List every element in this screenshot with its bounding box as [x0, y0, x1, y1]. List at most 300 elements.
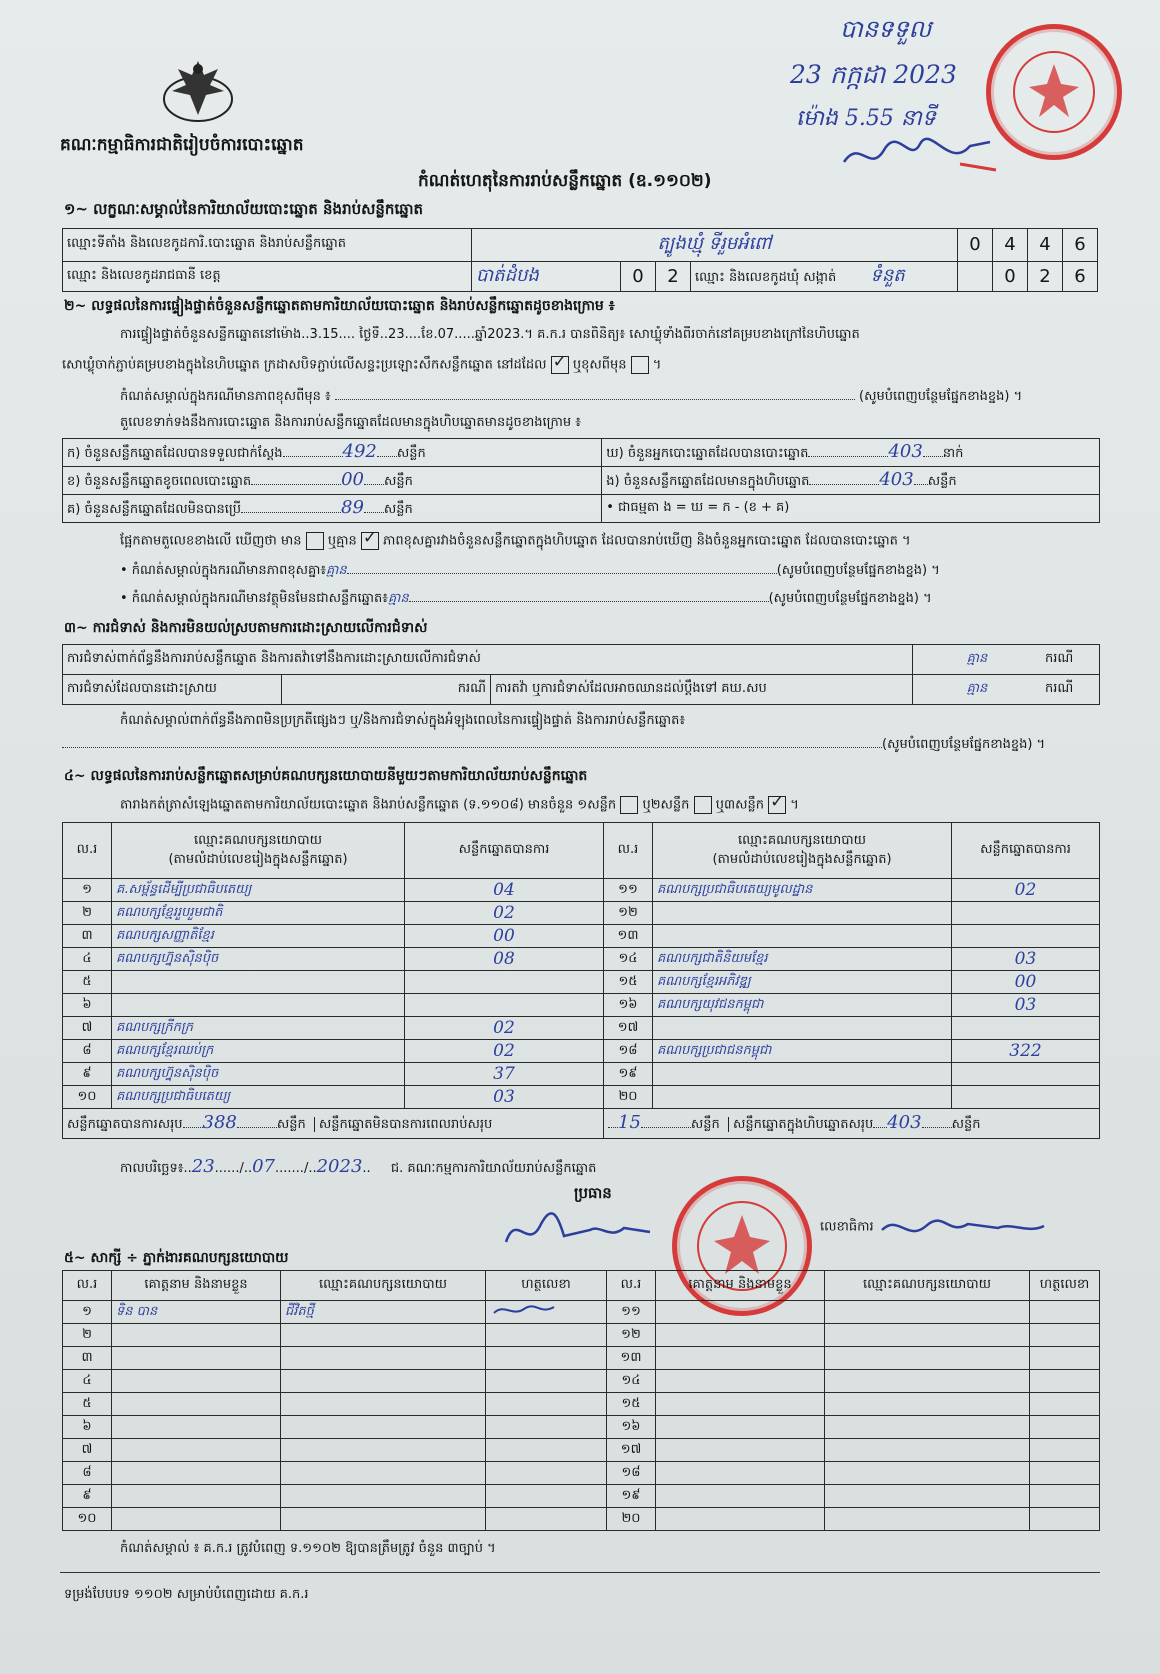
bullet1-hint: (សូមបំពេញបន្ថែមផ្នែកខាងខ្នង) ។: [776, 563, 940, 578]
dots: [873, 1127, 887, 1128]
has-difference-checkbox[interactable]: [306, 532, 324, 550]
footer-rule: [60, 1572, 1100, 1573]
row-no: ៤: [63, 1370, 112, 1393]
witness-signature: [1030, 1416, 1100, 1439]
witness-signature: [1030, 1324, 1100, 1347]
row-no: ២: [63, 902, 112, 925]
witness-name: [112, 1324, 281, 1347]
party-votes: 03: [952, 948, 1100, 971]
date-day: 23: [191, 1156, 215, 1177]
witness-name: [656, 1485, 825, 1508]
three-sheet-checkbox[interactable]: [768, 796, 786, 814]
witness-party: [825, 1462, 1030, 1485]
one-sheet-checkbox[interactable]: [620, 796, 638, 814]
official-stamp-top: [986, 24, 1122, 160]
party-name: [653, 902, 952, 925]
row-no: ២០: [607, 1508, 656, 1531]
party-votes: 03: [405, 1086, 604, 1109]
date-line: កាលបរិច្ឆេទ៖..23....../..07......./..2023.. ជ. គណៈកម្មការការិយាល័យរាប់សន្លឹកឆ្នោត: [120, 1156, 597, 1177]
party-votes: 37: [405, 1063, 604, 1086]
commune-value: ទំនួត: [870, 264, 905, 286]
party-votes: [952, 925, 1100, 948]
no-difference-label: ឬគ្មាន: [327, 533, 357, 549]
total-valid: [63, 1109, 604, 1139]
witness-name: [112, 1485, 281, 1508]
unit: នាក់: [942, 446, 964, 461]
footer-note: កំណត់សម្គាល់ ៖ គ.ក.រ ត្រូវបំពេញ ទ.១១០២ ឱ្យបានត្រឹមត្រូវ ចំនួន ៣ច្បាប់ ។: [120, 1541, 496, 1556]
row-no: ១០: [63, 1508, 112, 1531]
bullet1: [120, 562, 1100, 581]
witness-name: [112, 1439, 281, 1462]
row-no: ១៣: [604, 925, 653, 948]
code-digit: 6: [1063, 229, 1098, 262]
witness-name: [112, 1462, 281, 1485]
witness-row: [63, 1462, 1100, 1485]
verify-line1: ការផ្ទៀងផ្ទាត់ចំនួនសន្លឹកឆ្នោតនៅម៉ោង..3.15.... ថ្ងៃទី..23....ខែ.07.....ឆ្នាំ2023.។ គ.ក.រ បានពិនិត្យ៖ សោឃ្លុំទាំងពីរចាក់នៅគម្របខាងក្រៅនៃហិបឆ្នោត: [120, 327, 860, 342]
witness-name: [656, 1370, 825, 1393]
party-name: គ.សម្ព័ន្ធដើម្បីប្រជាធិបតេយ្យ: [112, 879, 405, 902]
col-name: គោត្តនាម និងនាមខ្លួន: [656, 1271, 825, 1301]
witness-name: [112, 1416, 281, 1439]
witness-party: [825, 1416, 1030, 1439]
code-digit: 0: [958, 229, 993, 262]
witness-name: [656, 1416, 825, 1439]
row-no: ១៩: [607, 1485, 656, 1508]
commune-code-digit: 0: [993, 261, 1028, 291]
witness-table: [62, 1270, 1100, 1531]
party-name: [112, 971, 405, 994]
diff-note-hint: (សូមបំពេញបន្ថែមផ្នែកខាងខ្នង) ។: [859, 389, 1023, 404]
nec-emblem-icon: [158, 55, 238, 127]
province-value: បាត់ដំបង: [472, 261, 621, 291]
formula: • ជាធម្មតា ង = ឃ = ក - (ខ + គ): [602, 495, 1100, 523]
verify-line2-text: សោឃ្លុំចាក់ភ្ជាប់គម្របខាងក្នុងនៃហិបឆ្នោត ក្រដាសបិទភ្ជាប់លើសន្ទះប្រឡោះសឹកសន្លឹកឆ្នោត នៅដដែល: [62, 357, 547, 373]
result-row: [63, 925, 1100, 948]
witness-signature: [1030, 1508, 1100, 1531]
secretary: [820, 1212, 1048, 1242]
received-date: 23 កក្កដា 2023: [790, 60, 957, 89]
section5-title: ៥~ សាក្សី ÷ ភ្នាក់ងារគណបក្សនយោបាយ: [64, 1250, 289, 1266]
total-valid-label: សន្លឹកឆ្នោតបានការសរុប: [67, 1117, 183, 1132]
witness-party: [281, 1324, 486, 1347]
diff-note: [120, 388, 1100, 407]
party-name: [112, 994, 405, 1017]
irregularity-line: [62, 736, 1045, 755]
bullet2-value: គ្មាន: [387, 591, 409, 606]
col-signature: ហត្ថលេខា: [1030, 1271, 1100, 1301]
party-name: គណបក្សប្រជាជនកម្ពុជា: [653, 1040, 952, 1063]
on-behalf: ជ. គណៈកម្មការការិយាល័យរាប់សន្លឹកឆ្នោត: [390, 1161, 597, 1176]
section2-title: ២~ លទ្ធផលនៃការផ្ទៀងផ្ទាត់ចំនួនសន្លឹកឆ្នោតតាមការិយាល័យបោះឆ្នោត និងរាប់សន្លឹកឆ្នោតដូចខាងក្រោម ៖: [64, 298, 615, 314]
date-month: 07: [252, 1156, 276, 1177]
row-no: ១៤: [607, 1370, 656, 1393]
nec-logo: [158, 55, 238, 127]
party-votes: [952, 1086, 1100, 1109]
figure-c-value: 89: [341, 497, 364, 518]
chair-signature: [500, 1206, 690, 1256]
appeal-unit: ករណី: [1041, 675, 1100, 705]
party-votes: 02: [405, 902, 604, 925]
row-no: ១៨: [604, 1040, 653, 1063]
witness-signature: [486, 1324, 607, 1347]
witness-row: [63, 1301, 1100, 1324]
row-no: ៦: [63, 994, 112, 1017]
col-name: គោត្តនាម និងនាមខ្លួន: [112, 1271, 281, 1301]
witness-row: [63, 1324, 1100, 1347]
total-invalid-value: 15: [618, 1112, 641, 1133]
dots: [409, 601, 769, 602]
witness-name: [656, 1301, 825, 1324]
row-no: ៨: [63, 1040, 112, 1063]
dots: [608, 1127, 618, 1128]
dots: [808, 456, 888, 457]
witness-signature: [1030, 1462, 1100, 1485]
total-box-value: 403: [887, 1112, 922, 1133]
witness-signature: [1030, 1439, 1100, 1462]
witness-row: [63, 1416, 1100, 1439]
col-no: ល.រ: [604, 823, 653, 879]
witness-party: ជីវិតថ្មី: [281, 1301, 486, 1324]
col-no: ល.រ: [607, 1271, 656, 1301]
witness-party: [825, 1347, 1030, 1370]
witness-signature: [1030, 1370, 1100, 1393]
col-party: ឈ្មោះគណបក្សនយោបាយ: [825, 1271, 1030, 1301]
witness-row: [63, 1393, 1100, 1416]
party-votes: 00: [405, 925, 604, 948]
results-body: [63, 879, 1100, 1109]
no-difference-checkbox[interactable]: [361, 532, 379, 550]
section4-title: ៤~ លទ្ធផលនៃការរាប់សន្លឹកឆ្នោតសម្រាប់គណបក្សនយោបាយនីមួយៗតាមការិយាល័យរាប់សន្លឹកឆ្នោត: [64, 768, 588, 784]
total-box-cell: [728, 1112, 981, 1133]
party-name: [653, 1063, 952, 1086]
witness-party: [281, 1439, 486, 1462]
irregularity-field[interactable]: [62, 747, 882, 748]
objection-table: [62, 644, 1100, 705]
three-sheet-label: ឬ៣សន្លឹក: [715, 797, 764, 813]
unit: សន្លឹក: [383, 502, 413, 517]
unit: សន្លឹក: [927, 474, 957, 489]
stamp-emblem-icon: [991, 29, 1117, 155]
row-no: ១០: [63, 1086, 112, 1109]
row-no: ១៦: [607, 1416, 656, 1439]
witness-signature: [486, 1508, 607, 1531]
tally-sheets-text: តារាងកត់ត្រាសំឡេងឆ្នោតតាមការិយាល័យបោះឆ្នោត និងរាប់សន្លឹកឆ្នោត (ទ.១១០៨) មានចំនួន ១សន្លឹក: [120, 797, 617, 813]
row-no: ២០: [604, 1086, 653, 1109]
party-votes: [952, 1017, 1100, 1040]
dots: [251, 484, 341, 485]
row-no: ៣: [63, 925, 112, 948]
dots: [364, 484, 384, 485]
party-name: គណបក្សជាតិនិយមខ្មែរ: [653, 948, 952, 971]
signature-icon: [840, 134, 1000, 174]
changed-checkbox[interactable]: [631, 356, 649, 374]
figure-b-label: ខ) ចំនួនសន្លឹកឆ្នោតខូចពេលបោះឆ្នោត: [67, 474, 252, 489]
total-valid-value: 388: [202, 1112, 237, 1133]
row-no: ១៩: [604, 1063, 653, 1086]
based-line-rest: ភាពខុសគ្នារវាងចំនួនសន្លឹកឆ្នោតក្នុងហិបឆ្នោត ដែលបានរាប់ឃើញ និងចំនួនអ្នកបោះឆ្នោត ដែលបានបោះឆ្នោត ។: [383, 533, 911, 549]
figures-table: [62, 438, 1100, 523]
party-name: គណបក្សយុវជនកម្ពុជា: [653, 994, 952, 1017]
party-votes: 02: [405, 1040, 604, 1063]
resolved-unit: ករណី: [282, 675, 491, 705]
party-name: គណបក្សប្រជាធិបតេយ្យ: [112, 1086, 405, 1109]
row-no: ១៧: [607, 1439, 656, 1462]
witness-row: [63, 1439, 1100, 1462]
witness-signature: [486, 1439, 607, 1462]
party-votes: 322: [952, 1040, 1100, 1063]
row-no: ១៥: [604, 971, 653, 994]
based-line: [120, 532, 911, 552]
form-title: កំណត់ហេតុនៃការរាប់សន្លឹកឆ្នោត (ឧ.១១០២): [418, 171, 712, 191]
party-name: គណបក្សហ្វ៊ុនស៊ិនប៉ិច: [112, 948, 405, 971]
witness-signature: [1030, 1347, 1100, 1370]
result-row: [63, 994, 1100, 1017]
row-no: ៩: [63, 1063, 112, 1086]
witness-name: [656, 1324, 825, 1347]
row-no: ៣: [63, 1347, 112, 1370]
row-no: ៥: [63, 1393, 112, 1416]
row-no: ៥: [63, 971, 112, 994]
chair-title: ប្រធាន: [574, 1184, 612, 1202]
row-no: ៧: [63, 1017, 112, 1040]
witness-name: [112, 1393, 281, 1416]
figure-d-value: 403: [888, 441, 923, 462]
commune-label: [691, 261, 958, 291]
figure-e: [602, 467, 1100, 495]
row-no: ៧: [63, 1439, 112, 1462]
col-party-sub: (តាមលំដាប់លេខរៀងក្នុងសន្លឹកឆ្នោត): [168, 851, 348, 867]
witness-party: [281, 1508, 486, 1531]
bullet1-value: គ្មាន: [326, 563, 347, 578]
witness-signature: [486, 1416, 607, 1439]
result-row: [63, 902, 1100, 925]
col-party: [112, 823, 405, 879]
section1-table: [62, 228, 1098, 292]
signature-icon: [878, 1212, 1048, 1242]
result-row: [63, 1063, 1100, 1086]
received-signature: [840, 134, 1000, 174]
dots: [377, 456, 397, 457]
commune-code-digit: 6: [1063, 261, 1098, 291]
row-no: ១២: [604, 902, 653, 925]
dots: [809, 484, 879, 485]
row-no: ១: [63, 879, 112, 902]
dots: [347, 573, 777, 574]
result-row: [63, 971, 1100, 994]
col-party-sub: (តាមលំដាប់លេខរៀងក្នុងសន្លឹកឆ្នោត): [712, 851, 892, 867]
dots: [364, 512, 384, 513]
result-row: [63, 1017, 1100, 1040]
objection-unit: ករណី: [1041, 645, 1100, 675]
party-name: គណបក្សប្រជាធិបតេយ្យមូលដ្ឋាន: [653, 879, 952, 902]
province-code-digit: 0: [621, 261, 656, 291]
total-invalid: [314, 1117, 492, 1132]
figure-e-value: 403: [879, 469, 914, 490]
witness-signature: [486, 1370, 607, 1393]
changed-label: ឬខុសពីមុន: [572, 357, 627, 373]
witness-party: [281, 1347, 486, 1370]
bullet2: [120, 590, 1100, 609]
witness-party: [281, 1370, 486, 1393]
witness-name: [656, 1347, 825, 1370]
party-votes: 02: [405, 1017, 604, 1040]
unit: សន្លឹក: [396, 446, 426, 461]
verify-line2: សោឃ្លុំចាក់ភ្ជាប់គម្របខាងក្នុងនៃហិបឆ្នោត ក្រដាសបិទភ្ជាប់លើសន្ទះប្រឡោះសឹកសន្លឹកឆ្នោត នៅដដែល ✓ ឬខុសពីមុន ។: [62, 356, 661, 376]
col-signature: ហត្ថលេខា: [486, 1271, 607, 1301]
party-name: [653, 1017, 952, 1040]
diff-note-label: កំណត់សម្គាល់ក្នុងករណីមានភាពខុសពីមុន ៖: [120, 389, 331, 404]
col-votes: សន្លឹកឆ្នោតបានការ: [405, 823, 604, 879]
unit: សន្លឹក: [951, 1117, 981, 1132]
witness-name: ទិន បាន: [112, 1301, 281, 1324]
witness-name: [656, 1439, 825, 1462]
col-party: ឈ្មោះគណបក្សនយោបាយ: [281, 1271, 486, 1301]
dots: [923, 456, 943, 457]
figure-a-value: 492: [342, 441, 377, 462]
col-party-title: ឈ្មោះគណបក្សនយោបាយ: [194, 832, 322, 848]
witness-row: [63, 1370, 1100, 1393]
bullet1-label: • កំណត់សម្គាល់ក្នុងករណីមានភាពខុសគ្នា៖: [120, 563, 327, 578]
bullet2-hint: (សូមបំពេញបន្ថែមផ្នែកខាងខ្នង) ។: [768, 591, 932, 606]
irregularity-note: កំណត់សម្គាល់ពាក់ព័ន្ធនឹងភាពមិនប្រក្រតីផ្សេងៗ ឬ/និងការជំទាស់ក្នុងអំឡុងពេលនៃការផ្ទៀងផ្ទាត់ និងការរាប់សន្លឹកឆ្នោត៖: [120, 713, 686, 728]
based-line-text: ផ្អែកតាមតួលេខខាងលើ ឃើញថា មាន: [120, 533, 302, 549]
commune-label-text: ឈ្មោះ និងលេខកូដឃុំ សង្កាត់: [695, 269, 837, 285]
empty-cell: [958, 261, 993, 291]
section3-title: ៣~ ការជំទាស់ និងការមិនយល់ស្របតាមការដោះស្រាយលើការជំទាស់: [64, 620, 428, 636]
code-digit: 4: [993, 229, 1028, 262]
party-name: គណបក្សខ្មែរឈប់ក្រ: [112, 1040, 405, 1063]
date-year: 2023: [316, 1156, 363, 1177]
row-no: ១: [63, 1301, 112, 1324]
party-votes: [405, 971, 604, 994]
witness-signature: [486, 1301, 607, 1324]
total-box-label: សន្លឹកឆ្នោតក្នុងហិបឆ្នោតសរុប: [732, 1117, 874, 1132]
witness-party: [825, 1370, 1030, 1393]
row-no: ១៤: [604, 948, 653, 971]
party-votes: [952, 902, 1100, 925]
dots: [914, 484, 928, 485]
col-party: [653, 823, 952, 879]
party-votes: [405, 994, 604, 1017]
result-row: [63, 1040, 1100, 1063]
party-name: គណបក្សខ្មែររួបរួមជាតិ: [112, 902, 405, 925]
appeal-value: គ្មាន: [913, 675, 1042, 705]
witness-party: [825, 1301, 1030, 1324]
party-votes: [952, 1063, 1100, 1086]
witness-signature: [1030, 1301, 1100, 1324]
received-time: ម៉ោង 5.55 នាទី: [796, 106, 936, 131]
dots: [241, 512, 341, 513]
figures-intro: តួលេខទាក់ទងនឹងការបោះឆ្នោត និងការរាប់សន្លឹកឆ្នោតដែលមានក្នុងហិបឆ្នោតមានដូចខាងក្រោម ៖: [120, 415, 581, 430]
row-no: ១៥: [607, 1393, 656, 1416]
row-no: ១១: [604, 879, 653, 902]
witness-party: [825, 1393, 1030, 1416]
irregularity-hint: (សូមបំពេញបន្ថែមផ្នែកខាងខ្នង) ។: [882, 737, 1046, 752]
witness-body: [63, 1301, 1100, 1531]
figure-d-label: ឃ) ចំនួនអ្នកបោះឆ្នោតដែលបានបោះឆ្នោត: [606, 446, 809, 461]
figure-b-value: 00: [341, 469, 364, 490]
signature-icon: [500, 1206, 690, 1256]
witness-name: [112, 1370, 281, 1393]
two-sheet-label: ឬ២សន្លឹក: [642, 797, 690, 813]
total-box: [604, 1109, 1100, 1139]
objection-value: គ្មាន: [913, 645, 1042, 675]
witness-party: [281, 1462, 486, 1485]
witness-signature: [486, 1485, 607, 1508]
party-name: គណបក្សសញ្ញាតិខ្មែរ: [112, 925, 405, 948]
figure-a: [63, 439, 602, 467]
section1-title: ១~ លក្ខណៈសម្គាល់នៃការិយាល័យបោះឆ្នោត និងរាប់សន្លឹកឆ្នោត: [64, 200, 424, 218]
dots: [183, 1127, 203, 1128]
form-code: ទម្រង់បែបបទ ១១០២ សម្រាប់បំពេញដោយ គ.ក.រ: [64, 1587, 309, 1602]
unit: សន្លឹក: [690, 1117, 720, 1132]
party-name: [653, 925, 952, 948]
tally-sheets-line: តារាងកត់ត្រាសំឡេងឆ្នោតតាមការិយាល័យបោះឆ្នោត និងរាប់សន្លឹកឆ្នោត (ទ.១១០៨) មានចំនួន ១សន្លឹក ឬ២សន្លឹក ឬ៣សន្លឹក ✓ ។: [120, 796, 799, 816]
witness-signature: [486, 1347, 607, 1370]
row-no: ៨: [63, 1462, 112, 1485]
diff-note-field[interactable]: [335, 399, 855, 400]
witness-signature: [486, 1393, 607, 1416]
commune-code-digit: 2: [1028, 261, 1063, 291]
witness-name: [112, 1508, 281, 1531]
figure-d: [602, 439, 1100, 467]
witness-party: [825, 1439, 1030, 1462]
dots: [237, 1127, 277, 1128]
received-word: បានទទួល: [840, 15, 932, 43]
objection-label: ការជំទាស់ពាក់ព័ន្ធនឹងការរាប់សន្លឹកឆ្នោត និងការតវ៉ាទៅនឹងការដោះស្រាយលើការជំទាស់: [63, 645, 913, 675]
party-name: គណបក្សក្រីកក្រ: [112, 1017, 405, 1040]
party-votes: 02: [952, 879, 1100, 902]
witness-name: [656, 1462, 825, 1485]
result-row: [63, 879, 1100, 902]
figure-a-label: ក) ចំនួនសន្លឹកឆ្នោតដែលបានទទួលជាក់ស្តែង: [67, 446, 283, 461]
unchanged-checkbox[interactable]: [551, 356, 569, 374]
code-digit: 4: [1028, 229, 1063, 262]
row-no: ១៨: [607, 1462, 656, 1485]
results-table: [62, 822, 1100, 1139]
signature-icon: [490, 1301, 560, 1319]
row-no: ១២: [607, 1324, 656, 1347]
witness-name: [656, 1508, 825, 1531]
witness-row: [63, 1347, 1100, 1370]
col-no: ល.រ: [63, 823, 112, 879]
witness-row: [63, 1485, 1100, 1508]
appeal-label: ការតវ៉ា ឬការជំទាស់ដែលអាចឈានដល់ប្តឹងទៅ គឃ.សប: [491, 675, 913, 705]
party-votes: 08: [405, 948, 604, 971]
figure-c-label: គ) ចំនួនសន្លឹកឆ្នោតដែលមិនបានប្រើ: [67, 502, 241, 517]
row-no: ១៧: [604, 1017, 653, 1040]
resolved-label: ការជំទាស់ដែលបានដោះស្រាយ: [63, 675, 282, 705]
figure-b: [63, 467, 602, 495]
total-invalid-label: សន្លឹកឆ្នោតមិនបានការពេលរាប់សរុប: [318, 1117, 493, 1132]
figure-e-label: ង) ចំនួនសន្លឹកឆ្នោតដែលមានក្នុងហិបឆ្នោត: [606, 474, 810, 489]
org-name: គណៈកម្មាធិការជាតិរៀបចំការបោះឆ្នោត: [60, 135, 304, 155]
province-label: ឈ្មោះ និងលេខកូដរាជធានី ខេត្ត: [63, 261, 472, 291]
row-no: ១១: [607, 1301, 656, 1324]
bullet2-label: • កំណត់សម្គាល់ក្នុងករណីមានវត្ថុមិនមែនជាសន្លឹកឆ្នោត៖: [120, 591, 388, 606]
row-no: ១៦: [604, 994, 653, 1017]
row-no: ៦: [63, 1416, 112, 1439]
figure-c: [63, 495, 602, 523]
date-label: កាលបរិច្ឆេទ៖: [120, 1161, 184, 1176]
location-label: ឈ្មោះទីតាំង និងលេខកូដការិ.បោះឆ្នោត និងរាប់សន្លឹកឆ្នោត: [63, 229, 472, 262]
witness-row: [63, 1508, 1100, 1531]
two-sheet-checkbox[interactable]: [694, 796, 712, 814]
witness-name: [656, 1393, 825, 1416]
result-row: [63, 1086, 1100, 1109]
row-no: ១៣: [607, 1347, 656, 1370]
witness-signature: [1030, 1393, 1100, 1416]
